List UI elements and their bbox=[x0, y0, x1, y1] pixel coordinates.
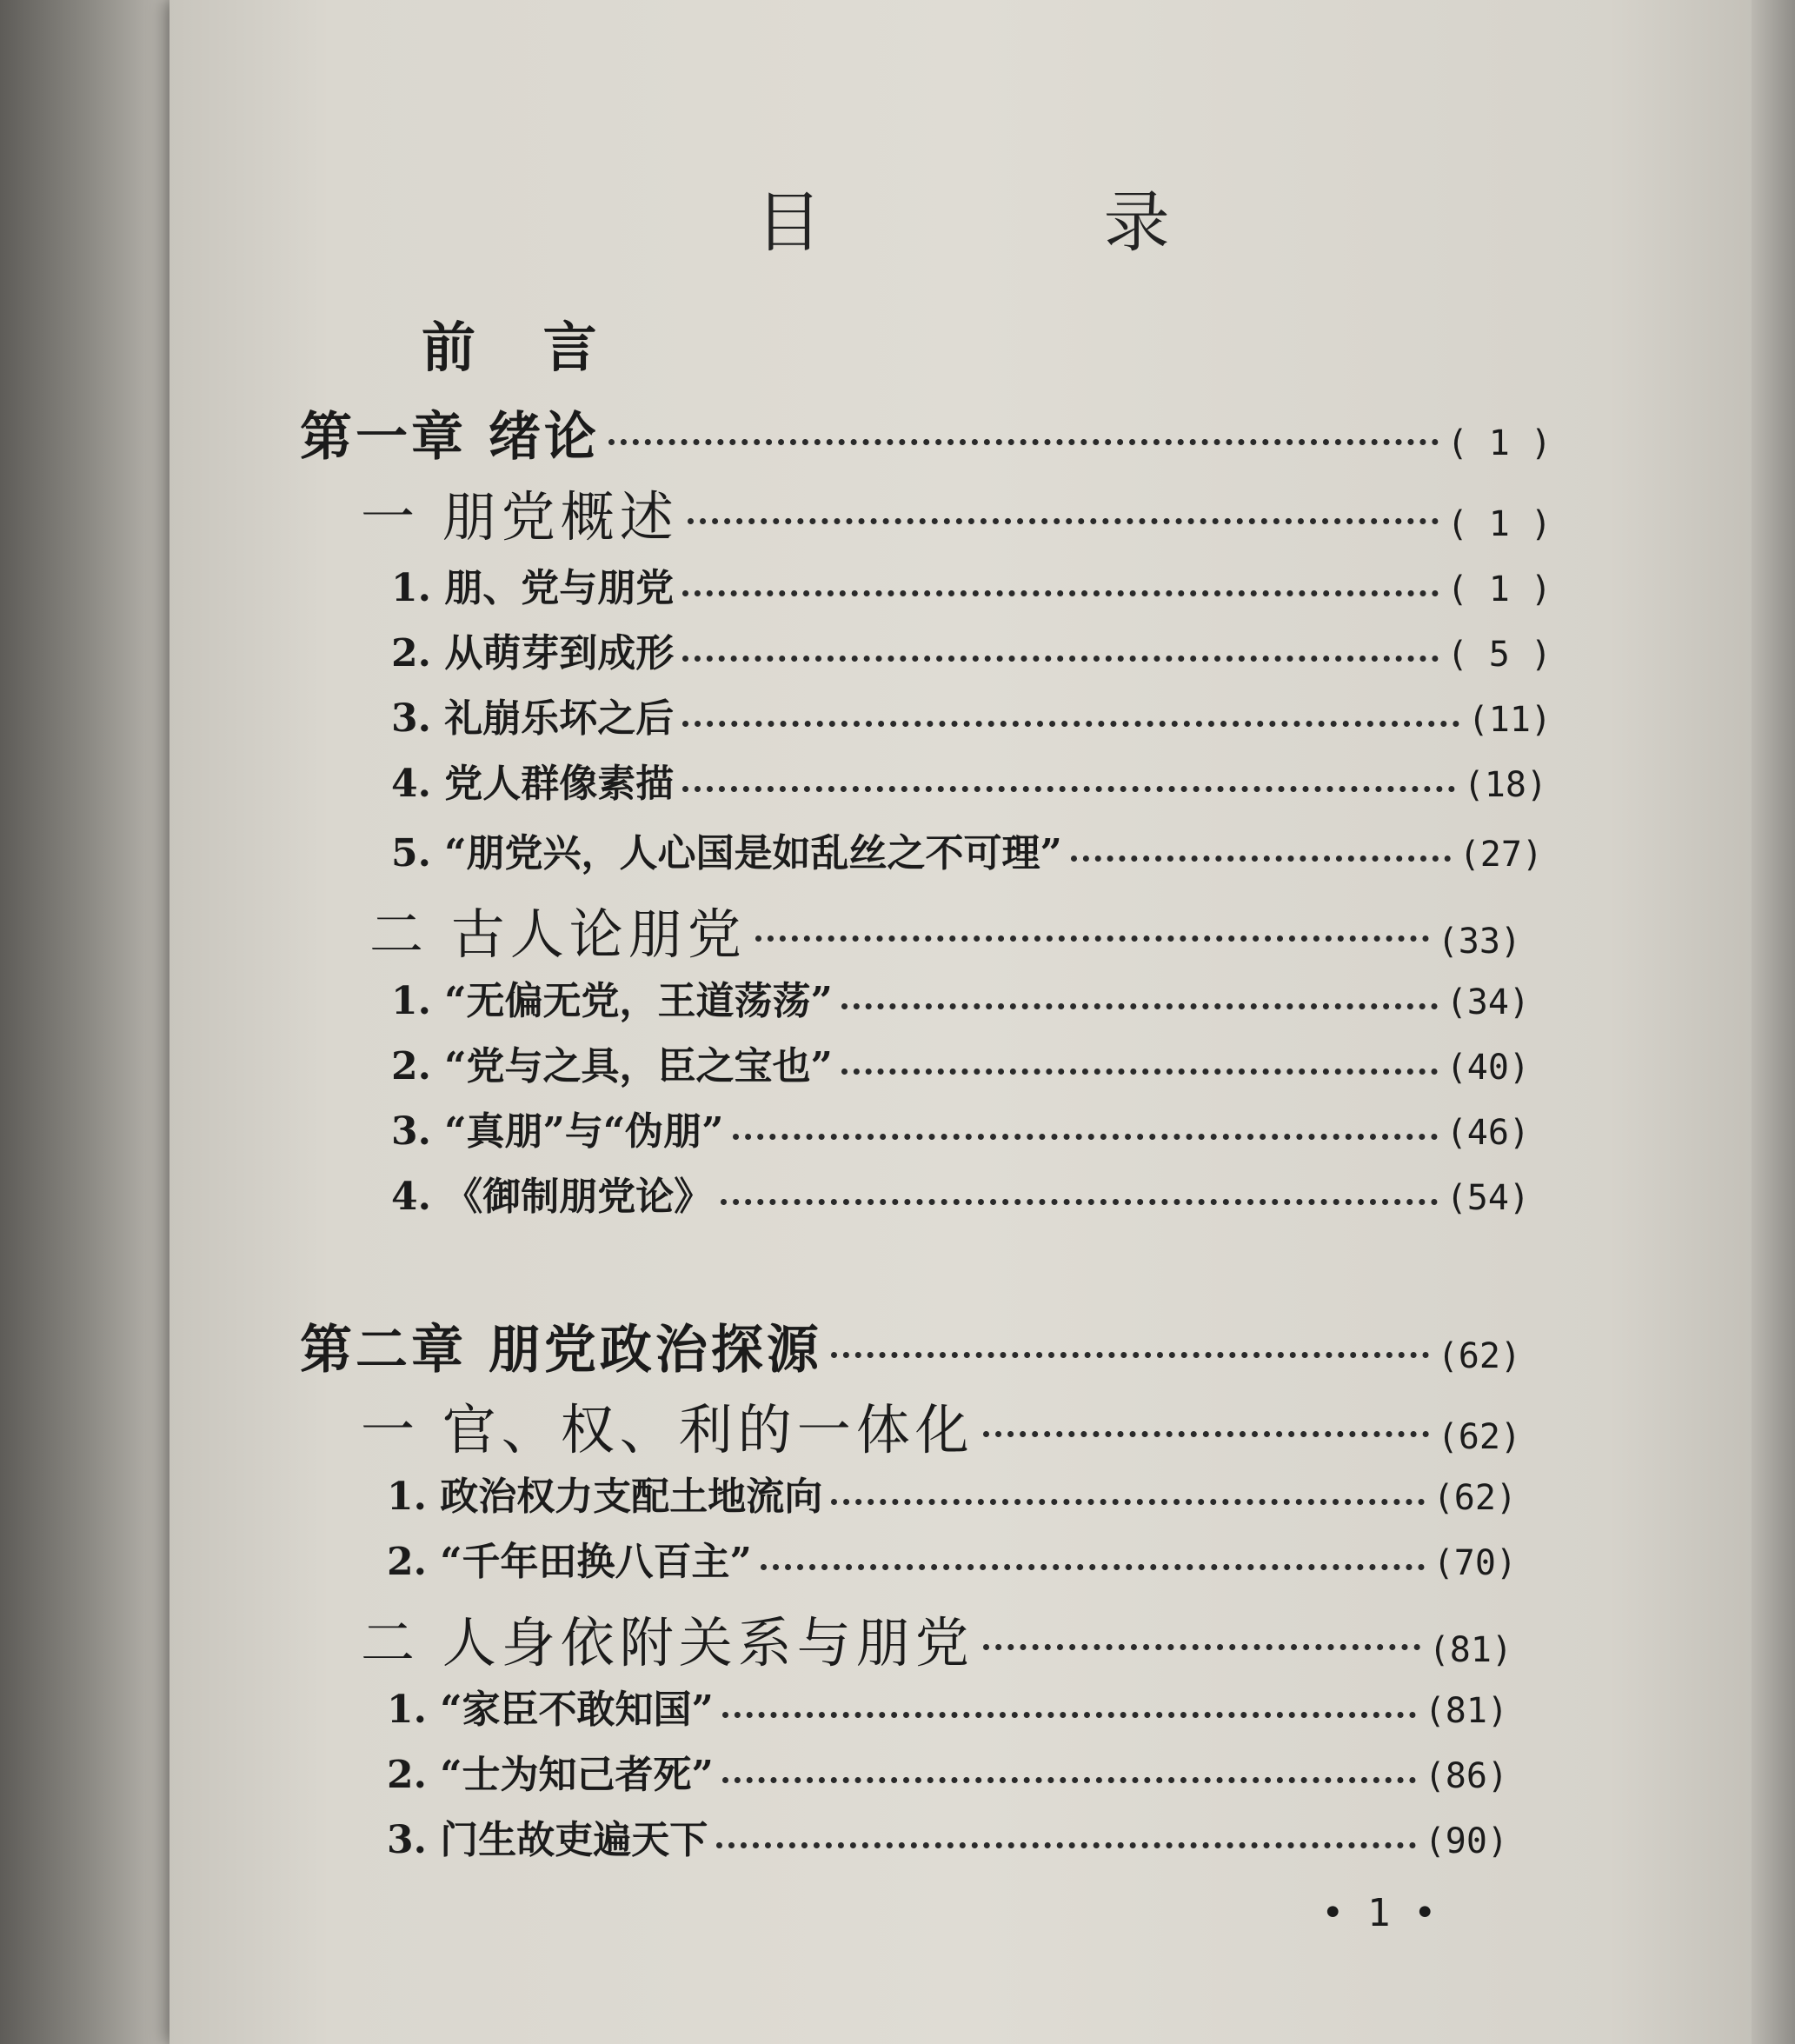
toc-item: 1. “无偏无党，王道荡荡” (34) bbox=[391, 979, 1530, 1023]
toc-item: 4. 党人群像素描 (18) bbox=[391, 762, 1547, 806]
toc-item: 4. 《御制朋党论》 (54) bbox=[391, 1175, 1530, 1219]
toc-section: 二 古人论朋党 (33) bbox=[369, 902, 1521, 966]
page-title: 目 录 bbox=[755, 183, 1300, 261]
toc-chapter: 第二章 朋党政治探源 (62) bbox=[300, 1320, 1521, 1381]
toc-item: 1. 政治权力支配土地流向 (62) bbox=[387, 1475, 1517, 1519]
toc-item: 1. “家臣不敢知国” (81) bbox=[387, 1688, 1508, 1732]
toc-section: 一 朋党概述 ( 1 ) bbox=[361, 485, 1552, 549]
toc-preface: 前 言 bbox=[422, 316, 622, 379]
toc-item: 2. “千年田换八百主” (70) bbox=[387, 1540, 1517, 1584]
page-edge bbox=[1752, 0, 1795, 2044]
toc-item: 3. 礼崩乐坏之后 (11) bbox=[391, 696, 1552, 741]
toc-section: 二 人身依附关系与朋党 (81) bbox=[361, 1611, 1512, 1674]
toc-item: 2. “士为知己者死” (86) bbox=[387, 1753, 1508, 1797]
toc-item: 2. “党与之具，臣之宝也” (40) bbox=[391, 1044, 1530, 1089]
toc-item: 5. “朋党兴，人心国是如乱丝之不可理” (27) bbox=[391, 831, 1543, 876]
toc-item: 3. 门生故吏遍天下 (90) bbox=[387, 1818, 1508, 1862]
toc-section: 一 官、权、利的一体化 (62) bbox=[361, 1398, 1521, 1461]
toc-item: 1. 朋、党与朋党 ( 1 ) bbox=[391, 566, 1552, 610]
page-number: • 1 • bbox=[1321, 1891, 1437, 1935]
toc-item: 2. 从萌芽到成形 ( 5 ) bbox=[391, 631, 1552, 676]
toc-item: 3. “真朋”与“伪朋” (46) bbox=[391, 1109, 1530, 1154]
toc-chapter: 第一章 绪论 ( 1 ) bbox=[300, 407, 1552, 468]
facing-page bbox=[0, 0, 191, 2044]
